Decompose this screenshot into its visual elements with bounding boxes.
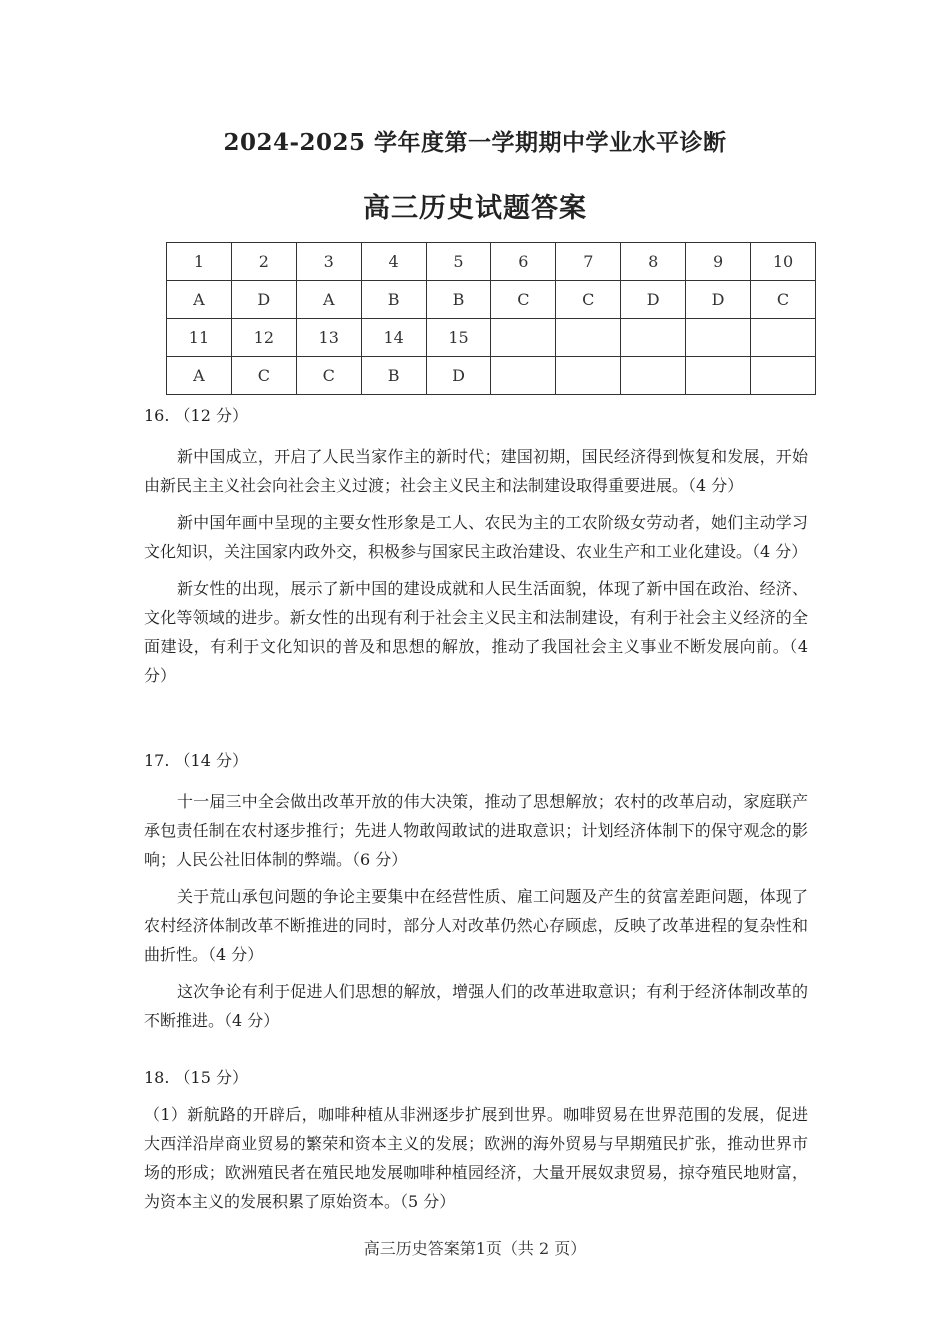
question-number-cell: 1 — [167, 243, 232, 281]
answer-row — [167, 357, 816, 395]
question-number-cell: 4 — [361, 243, 426, 281]
q18-heading: 18. （15 分） — [144, 1068, 248, 1087]
question-number-row — [167, 243, 816, 281]
q17-para-1: 十一届三中全会做出改革开放的伟大决策，推动了思想解放；农村的改革启动，家庭联产承包责任制在农村逐步推行；先进人物敢闯敢试的进取意识；计划经济体制下的保守观念的影响；人民公社旧体制的弊端。（6 分） — [144, 792, 808, 869]
answer-cell: D — [426, 357, 491, 395]
question-number-cell — [751, 319, 816, 357]
answer-cell — [621, 357, 686, 395]
q18-para-1: （1）新航路的开辟后，咖啡种植从非洲逐步扩展到世界。咖啡贸易在世界范围的发展，促进大西洋沿岸商业贸易的繁荣和资本主义的发展；欧洲的海外贸易与早期殖民扩张，推动世界市场的形成；欧洲殖民者在殖民地发展咖啡种植园经济，大量开展奴隶贸易，掠夺殖民地财富，为资本主义的发展积累了原始资本。（5 分） — [144, 1105, 808, 1211]
question-number-cell: 3 — [296, 243, 361, 281]
question-number-cell: 15 — [426, 319, 491, 357]
answer-cell: C — [556, 281, 621, 319]
question-number-cell: 10 — [751, 243, 816, 281]
answer-cell: C — [491, 281, 556, 319]
answer-cell — [751, 357, 816, 395]
answer-cell: B — [426, 281, 491, 319]
answer-cell — [686, 357, 751, 395]
question-number-cell: 11 — [167, 319, 232, 357]
question-number-cell — [556, 319, 621, 357]
question-number-cell: 14 — [361, 319, 426, 357]
answer-cell: B — [361, 357, 426, 395]
question-number-cell: 9 — [686, 243, 751, 281]
question-number-cell: 12 — [231, 319, 296, 357]
multiple-choice-answer-table — [166, 242, 816, 395]
answer-cell: A — [167, 281, 232, 319]
answer-cell: C — [231, 357, 296, 395]
question-number-cell: 8 — [621, 243, 686, 281]
q16-para-1: 新中国成立，开启了人民当家作主的新时代；建国初期，国民经济得到恢复和发展，开始由新民主主义社会向社会主义过渡；社会主义民主和法制建设取得重要进展。（4 分） — [144, 447, 808, 495]
answer-cell: D — [621, 281, 686, 319]
question-number-row — [167, 319, 816, 357]
q16-heading: 16. （12 分） — [144, 406, 248, 425]
answer-cell: D — [686, 281, 751, 319]
answer-cell — [556, 357, 621, 395]
answer-cell: A — [167, 357, 232, 395]
question-number-cell — [621, 319, 686, 357]
answer-cell: A — [296, 281, 361, 319]
answer-cell: B — [361, 281, 426, 319]
q16-answer — [144, 442, 808, 690]
answer-row — [167, 281, 816, 319]
q17-heading: 17. （14 分） — [144, 751, 248, 770]
answer-cell: C — [751, 281, 816, 319]
answer-cell: C — [296, 357, 361, 395]
answer-cell: D — [231, 281, 296, 319]
question-number-cell: 6 — [491, 243, 556, 281]
question-number-cell: 2 — [231, 243, 296, 281]
question-number-cell — [686, 319, 751, 357]
question-number-cell: 7 — [556, 243, 621, 281]
q17-para-2: 关于荒山承包问题的争论主要集中在经营性质、雇工问题及产生的贫富差距问题，体现了农村经济体制改革不断推进的同时，部分人对改革仍然心存顾虑，反映了改革进程的复杂性和曲折性。（4 分） — [144, 887, 808, 964]
question-number-cell: 13 — [296, 319, 361, 357]
exam-subtitle: 高三历史试题答案 — [363, 193, 587, 224]
q17-para-3: 这次争论有利于促进人们思想的解放，增强人们的改革进取意识；有利于经济体制改革的不断推进。（4 分） — [144, 982, 808, 1030]
q17-answer — [144, 787, 808, 1035]
q16-para-3: 新女性的出现，展示了新中国的建设成就和人民生活面貌，体现了新中国在政治、经济、文化等领域的进步。新女性的出现有利于社会主义民主和法制建设，有利于社会主义经济的全面建设，有利于文化知识的普及和思想的解放，推动了我国社会主义事业不断发展向前。（4 分） — [144, 579, 808, 685]
q18-answer — [144, 1100, 808, 1216]
question-number-cell: 5 — [426, 243, 491, 281]
exam-title: 2024-2025 学年度第一学期期中学业水平诊断 — [223, 129, 727, 156]
q16-para-2: 新中国年画中呈现的主要女性形象是工人、农民为主的工农阶级女劳动者，她们主动学习文化知识，关注国家内政外交，积极参与国家民主政治建设、农业生产和工业化建设。（4 分） — [144, 513, 808, 561]
question-number-cell — [491, 319, 556, 357]
page-footer: 高三历史答案第1页（共 2 页） — [363, 1239, 587, 1258]
answer-cell — [491, 357, 556, 395]
